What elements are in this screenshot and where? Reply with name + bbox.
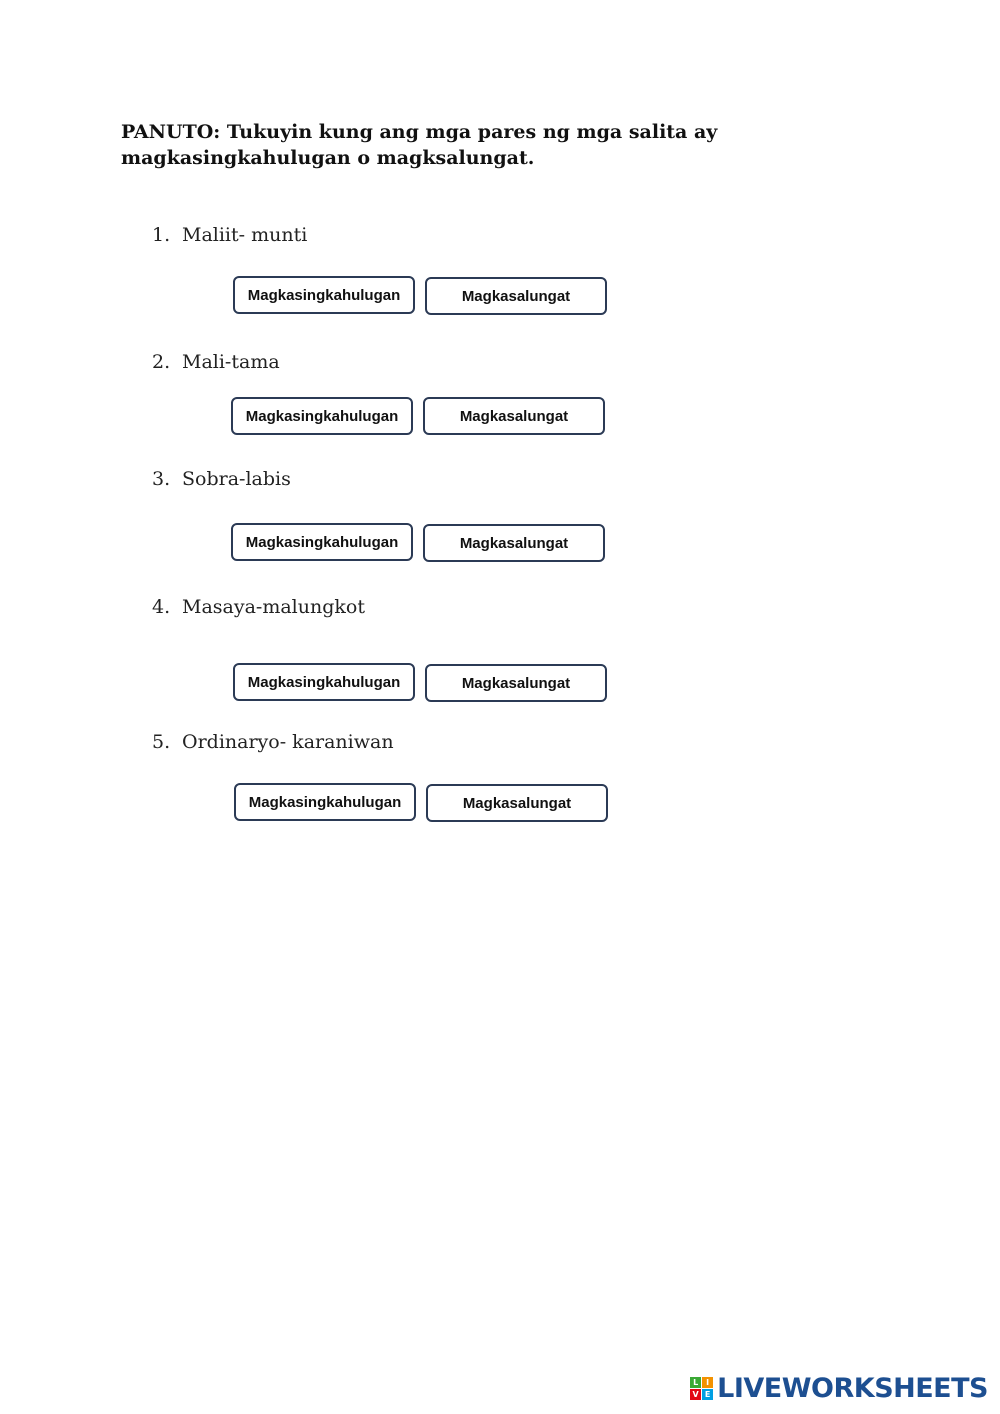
synonym-button[interactable]: Magkasingkahulugan xyxy=(233,663,415,701)
question-words: Maliit- munti xyxy=(182,224,308,246)
question-label xyxy=(152,468,291,490)
question-words: Ordinaryo- karaniwan xyxy=(182,731,394,753)
logo-mark-letter: E xyxy=(702,1389,713,1400)
question-number: 1. xyxy=(152,224,171,246)
instructions xyxy=(121,119,761,171)
instructions-line-2: magkasingkahulugan o magksalungat. xyxy=(121,147,535,169)
synonym-button[interactable]: Magkasingkahulugan xyxy=(233,276,415,314)
logo-mark-letter: V xyxy=(690,1389,701,1400)
question-label xyxy=(152,351,280,373)
antonym-button[interactable]: Magkasalungat xyxy=(425,664,607,702)
question-number: 4. xyxy=(152,596,171,618)
synonym-button[interactable]: Magkasingkahulugan xyxy=(234,783,416,821)
liveworksheets-logo xyxy=(690,1373,988,1404)
question-label xyxy=(152,224,307,246)
logo-text: LIVEWORKSHEETS xyxy=(717,1373,988,1404)
synonym-button[interactable]: Magkasingkahulugan xyxy=(231,523,413,561)
question-words: Masaya-malungkot xyxy=(182,596,365,618)
question-number: 3. xyxy=(152,468,171,490)
logo-mark-letter: I xyxy=(702,1377,713,1388)
antonym-button[interactable]: Magkasalungat xyxy=(423,524,605,562)
logo-mark-letter: L xyxy=(690,1377,701,1388)
liveworksheets-logo-icon xyxy=(690,1377,713,1400)
question-number: 2. xyxy=(152,351,171,373)
instructions-line-1: PANUTO: Tukuyin kung ang mga pares ng mga salita ay xyxy=(121,121,718,143)
question-label xyxy=(152,596,365,618)
question-words: Sobra-labis xyxy=(182,468,291,490)
question-number: 5. xyxy=(152,731,171,753)
question-label xyxy=(152,731,394,753)
antonym-button[interactable]: Magkasalungat xyxy=(423,397,605,435)
antonym-button[interactable]: Magkasalungat xyxy=(425,277,607,315)
question-words: Mali-tama xyxy=(182,351,280,373)
antonym-button[interactable]: Magkasalungat xyxy=(426,784,608,822)
synonym-button[interactable]: Magkasingkahulugan xyxy=(231,397,413,435)
